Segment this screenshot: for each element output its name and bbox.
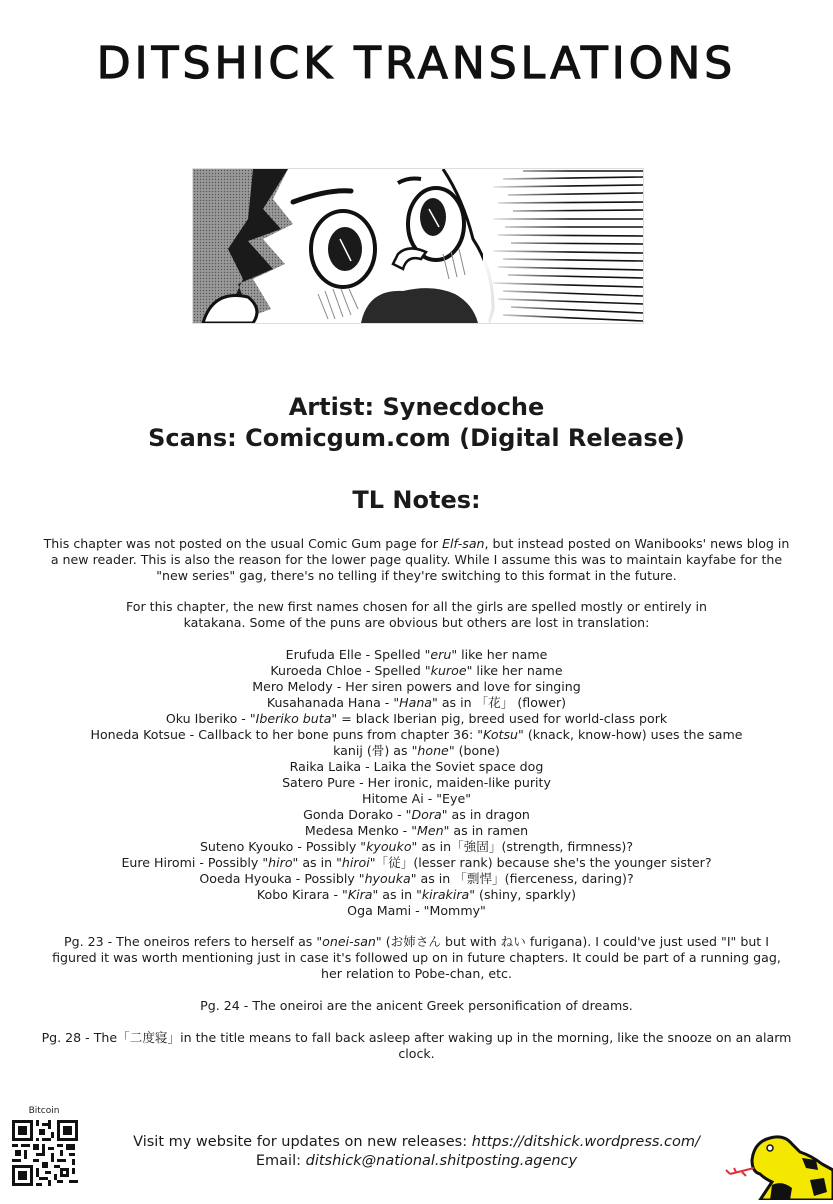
name-note-text: " as in ramen <box>443 823 529 838</box>
pg23-text-start: Pg. 23 - The oneiros refers to herself as " <box>64 934 323 949</box>
name-note-text: Satero Pure - Her ironic, maiden-like purity <box>282 775 551 790</box>
name-note-text: " like her name <box>451 647 548 662</box>
name-note-item <box>80 791 753 807</box>
manga-panel-image <box>192 168 644 324</box>
name-note-term: hyouka <box>364 871 411 886</box>
name-note-text: Honeda Kotsue - Callback to her bone puns from chapter 36: " <box>90 727 484 742</box>
footer-contact <box>100 1133 733 1171</box>
name-note-item <box>80 807 753 823</box>
name-note-term: Iberiko buta <box>255 711 332 726</box>
name-note-text: Kobo Kirara - " <box>256 887 348 902</box>
name-note-text: " as in dragon <box>441 807 530 822</box>
name-note-text: Hitome Ai - "Eye" <box>361 791 472 806</box>
name-note-text: " as in 「花」 (flower) <box>432 695 567 710</box>
name-note-item <box>80 871 753 887</box>
name-note-item <box>80 775 753 791</box>
note-pg24: Pg. 24 - The oneiroi are the anicent Greek personification of dreams. <box>200 998 633 1013</box>
tl-notes-heading: TL Notes: <box>352 486 481 514</box>
name-note-text: " as in「強固」(strength, firmness)? <box>411 839 634 854</box>
scans-credit: Scans: Comicgum.com (Digital Release) <box>148 424 685 452</box>
pg23-term: onei-san <box>322 934 376 949</box>
name-note-item <box>80 663 753 679</box>
series-title: Elf-san <box>442 536 485 551</box>
name-note-item <box>80 711 753 727</box>
manga-face-illustration <box>193 169 643 323</box>
email-link[interactable]: ditshick@national.shitposting.agency <box>305 1153 578 1169</box>
name-note-text: Ooeda Hyouka - Possibly " <box>199 871 365 886</box>
name-note-term: hone <box>417 743 449 758</box>
email-line <box>100 1152 733 1171</box>
name-note-text: Kuroeda Chloe - Spelled " <box>270 663 431 678</box>
name-note-item <box>80 727 753 759</box>
name-note-item <box>80 855 753 871</box>
name-note-text: Oga Mami - "Mommy" <box>347 903 486 918</box>
website-link[interactable]: https://ditshick.wordpress.com/ <box>471 1134 700 1150</box>
name-note-term: Kotsu <box>483 727 519 742</box>
name-note-text: Medesa Menko - " <box>304 823 418 838</box>
name-note-term: hiro <box>268 855 293 870</box>
snake-mascot-logo <box>712 1130 833 1200</box>
name-note-text: " (bone) <box>448 743 500 758</box>
bitcoin-qr-code[interactable] <box>12 1120 78 1186</box>
email-prefix: Email: <box>255 1153 306 1169</box>
name-note-text: " as in " <box>292 855 342 870</box>
intro-paragraph <box>40 536 793 584</box>
name-note-term: kirakira <box>421 887 470 902</box>
name-note-text: " (knack, know-how) uses the same kanij (骨) as " <box>333 727 743 758</box>
note-pg23 <box>40 934 793 982</box>
name-note-item <box>80 839 753 855</box>
name-note-text: " (shiny, sparkly) <box>469 887 577 902</box>
name-note-text: Gonda Dorako - " <box>303 807 412 822</box>
name-note-text: Mero Melody - Her siren powers and love for singing <box>252 679 581 694</box>
name-note-text: " as in 「剽悍」(fierceness, daring)? <box>410 871 634 886</box>
website-line <box>100 1133 733 1152</box>
name-note-term: hiroi <box>341 855 370 870</box>
snake-mascot-icon <box>712 1130 833 1200</box>
name-note-term: kyouko <box>366 839 412 854</box>
qr-code-icon <box>12 1120 78 1186</box>
name-note-item <box>80 887 753 903</box>
name-note-text: Erufuda Elle - Spelled " <box>285 647 431 662</box>
pg23-text-end: " (お姉さん but with ねい furigana). I could've just used "I" but I figured it was worth mentioning just in case it's followed up on in future chapters. It could be part of a running gag, her relation to Pobe-chan, etc. <box>52 934 781 981</box>
name-note-term: Kira <box>347 887 373 902</box>
website-prefix: Visit my website for updates on new releases: <box>133 1134 472 1150</box>
name-note-item <box>80 759 753 775</box>
artist-credit: Artist: Synecdoche <box>288 393 545 421</box>
name-note-item <box>80 823 753 839</box>
names-list <box>40 647 793 919</box>
name-note-text: Suteno Kyouko - Possibly " <box>199 839 367 854</box>
name-note-text: Kusahanada Hana - " <box>266 695 400 710</box>
name-note-text: " as in " <box>372 887 422 902</box>
name-note-text: " like her name <box>466 663 563 678</box>
bitcoin-label: Bitcoin <box>28 1106 60 1116</box>
name-note-text: " = black Iberian pig, breed used for world-class pork <box>331 711 668 726</box>
name-note-term: kuroe <box>430 663 467 678</box>
name-note-term: Hana <box>399 695 433 710</box>
names-intro-paragraph: For this chapter, the new first names chosen for all the girls are spelled mostly or entirely in katakana. Some of the puns are obvious but others are lost in translation: <box>125 599 708 630</box>
name-note-text: "「従」(lesser rank) because she's the younger sister? <box>369 855 712 870</box>
name-note-item <box>80 695 753 711</box>
name-note-item <box>80 679 753 695</box>
intro-text-start: This chapter was not posted on the usual Comic Gum page for <box>43 536 443 551</box>
name-note-text: Raika Laika - Laika the Soviet space dog <box>289 759 544 774</box>
page-title: DITSHICK TRANSLATIONS <box>96 38 737 89</box>
name-note-term: Dora <box>411 807 442 822</box>
name-note-term: Men <box>417 823 444 838</box>
name-note-item <box>80 903 753 919</box>
intro-text-end: , but instead posted on Wanibooks' news blog in a new reader. This is also the reason for the lower page quality. While I assume this was to maintain kayfabe for the "new series" gag, there's no telling if they're switching to this format in the future. <box>50 536 790 583</box>
name-note-item <box>80 647 753 663</box>
name-note-text: Eure Hiromi - Possibly " <box>121 855 269 870</box>
credits-block <box>0 392 833 454</box>
note-pg28: Pg. 28 - The「二度寝」in the title means to fall back asleep after waking up in the morning, like the snooze on an alarm clock. <box>41 1030 792 1061</box>
name-note-term: eru <box>430 647 452 662</box>
name-note-text: Oku Iberiko - " <box>165 711 256 726</box>
